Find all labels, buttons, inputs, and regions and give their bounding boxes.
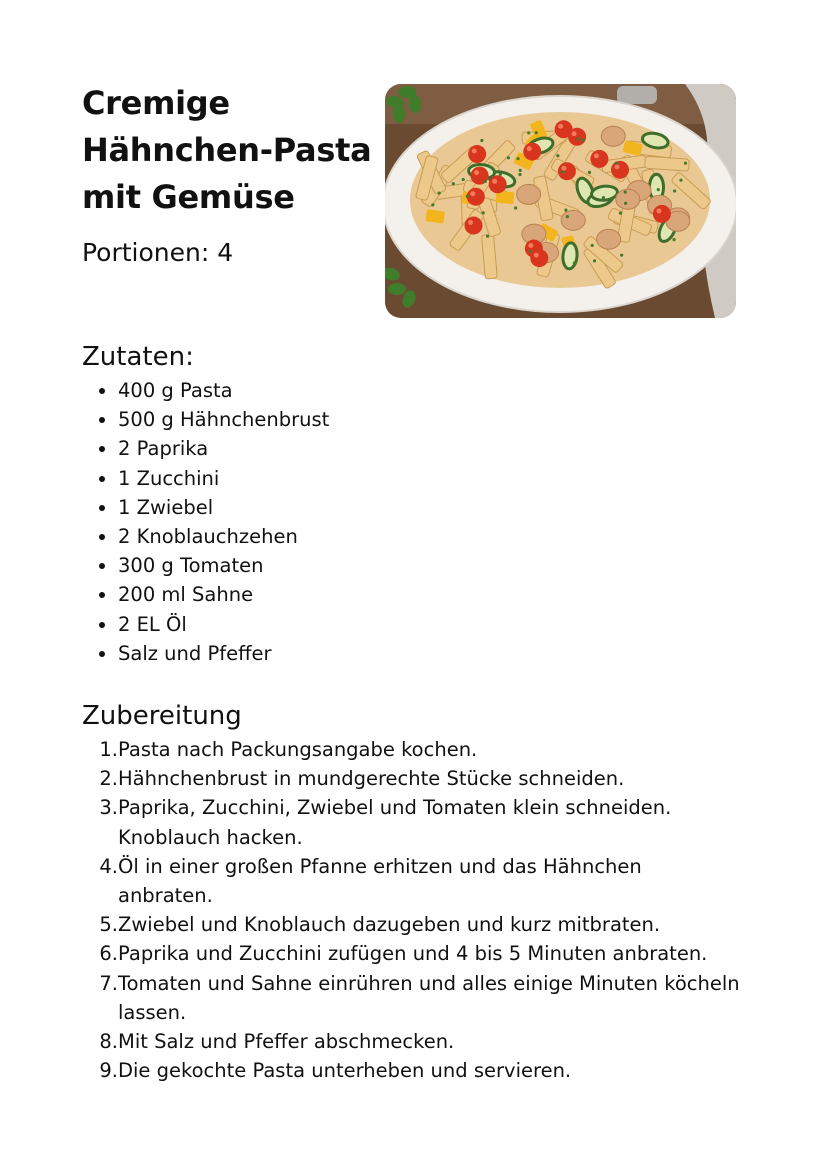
step-text: Mit Salz und Pfeffer abschmecken. <box>118 1030 455 1054</box>
tomato-highlight <box>561 166 566 171</box>
step-item <box>82 1056 742 1085</box>
parsley-fleck <box>535 131 538 134</box>
parsley-fleck <box>573 261 576 264</box>
parsley-fleck <box>480 139 483 142</box>
tomato-half <box>530 249 548 267</box>
parsley-fleck <box>615 162 618 165</box>
penne-piece <box>645 156 690 171</box>
preparation-heading: Zubereitung <box>82 701 242 731</box>
tomato-highlight <box>472 149 477 154</box>
tomato-half <box>653 205 671 223</box>
parsley-fleck <box>482 211 485 214</box>
step-number: 6. <box>99 942 118 966</box>
tomato-half <box>489 175 507 193</box>
chicken-piece <box>561 210 585 230</box>
tomato-highlight <box>558 124 563 129</box>
chicken-piece <box>616 189 640 209</box>
tomato-highlight <box>528 243 533 248</box>
parsley-fleck <box>484 180 487 183</box>
ingredients-list <box>82 376 742 668</box>
parsley-fleck <box>518 173 521 176</box>
zucchini-slice <box>562 242 578 269</box>
chicken-piece <box>597 229 621 249</box>
tomato-half <box>590 150 608 168</box>
step-number: 2. <box>99 767 118 791</box>
step-item <box>82 793 742 851</box>
ingredient-item: 1 Zwiebel <box>82 493 742 522</box>
parsley-fleck <box>624 190 627 193</box>
pepper-piece <box>425 209 444 223</box>
servings-text: Portionen: 4 <box>82 238 234 267</box>
step-item <box>82 1027 742 1056</box>
tomato-half <box>467 188 485 206</box>
step-item <box>82 939 742 968</box>
parsley-fleck <box>462 178 465 181</box>
step-item <box>82 910 742 939</box>
parsley-fleck <box>499 173 502 176</box>
tomato-half <box>611 161 629 179</box>
parsley-fleck <box>589 204 592 207</box>
parsley-fleck <box>684 162 687 165</box>
tomato-half <box>465 217 483 235</box>
parsley-fleck <box>591 244 594 247</box>
parsley-fleck <box>431 203 434 206</box>
tomato-half <box>568 128 586 146</box>
step-text: Die gekochte Pasta unterheben und servieren. <box>118 1059 572 1083</box>
pasta-dish-illustration <box>385 84 736 318</box>
step-text: Pasta nach Packungsangabe kochen. <box>118 738 478 761</box>
ingredient-item: 500 g Hähnchenbrust <box>82 405 742 434</box>
tomato-highlight <box>470 191 475 196</box>
ingredient-item: 400 g Pasta <box>82 376 742 405</box>
parsley-fleck <box>516 157 519 160</box>
ingredients-heading: Zutaten: <box>82 342 194 372</box>
parsley-fleck <box>466 195 469 198</box>
parsley-fleck <box>602 196 605 199</box>
ingredient-item: 300 g Tomaten <box>82 551 742 580</box>
step-number: 3. <box>99 796 118 820</box>
parsley-fleck <box>564 209 567 212</box>
parsley-fleck <box>672 238 675 241</box>
parsley-fleck <box>679 179 682 182</box>
parsley-fleck <box>507 156 510 159</box>
step-text: Hähnchenbrust in mundgerechte Stücke schneiden. <box>118 767 625 791</box>
parsley-fleck <box>673 189 676 192</box>
tomato-half <box>523 143 541 161</box>
parsley-fleck <box>438 191 441 194</box>
parsley-fleck <box>593 259 596 262</box>
step-text: Paprika, Zucchini, Zwiebel und Tomaten klein schneiden. Knoblauch hacken. <box>118 796 672 849</box>
step-number: 7. <box>99 971 118 995</box>
step-number: 5. <box>99 913 118 937</box>
parsley-fleck <box>561 170 564 173</box>
ingredient-item: 2 Knoblauchzehen <box>82 522 742 551</box>
step-item <box>82 852 742 910</box>
step-item <box>82 735 742 764</box>
parsley-fleck <box>581 138 584 141</box>
step-text: Tomaten und Sahne einrühren und alles einige Minuten köcheln lassen. <box>118 971 740 1024</box>
parsley-fleck <box>619 212 622 215</box>
tomato-highlight <box>468 220 473 225</box>
tomato-highlight <box>492 179 497 184</box>
step-text: Paprika und Zucchini zufügen und 4 bis 5 Minuten anbraten. <box>118 942 708 966</box>
step-number: 9. <box>99 1059 118 1083</box>
parsley-fleck <box>624 202 627 205</box>
ingredient-item: 2 Paprika <box>82 434 742 463</box>
step-number: 8. <box>99 1030 118 1054</box>
step-item <box>82 764 742 793</box>
ingredient-item: 2 EL Öl <box>82 610 742 639</box>
parsley-fleck <box>452 182 455 185</box>
step-number: 4. <box>99 854 118 878</box>
parsley-fleck <box>519 169 522 172</box>
parsley-fleck <box>486 235 489 238</box>
chicken-piece <box>517 184 541 204</box>
glass <box>617 86 657 104</box>
tomato-highlight <box>572 131 577 136</box>
parsley-fleck <box>527 131 530 134</box>
chicken-piece <box>601 126 625 146</box>
parsley-fleck <box>657 188 660 191</box>
ingredient-item: Salz und Pfeffer <box>82 639 742 668</box>
step-text: Öl in einer großen Pfanne erhitzen und das Hähnchen anbraten. <box>118 854 642 908</box>
step-text: Zwiebel und Knoblauch dazugeben und kurz mitbraten. <box>118 913 661 937</box>
tomato-highlight <box>594 153 599 158</box>
parsley-fleck <box>577 137 580 140</box>
parsley-fleck <box>556 154 559 157</box>
tomato-highlight <box>656 208 661 213</box>
tomato-half <box>558 162 576 180</box>
tomato-highlight <box>534 253 539 258</box>
parsley-fleck <box>588 171 591 174</box>
preparation-steps-list <box>82 735 742 1085</box>
parsley-fleck <box>514 206 517 209</box>
parsley-fleck <box>620 254 623 257</box>
step-item <box>82 969 742 1027</box>
ingredient-item: 200 ml Sahne <box>82 580 742 609</box>
parsley-fleck <box>566 215 569 218</box>
ingredient-item: 1 Zucchini <box>82 464 742 493</box>
recipe-title: Cremige Hähnchen-Pasta mit Gemüse <box>82 84 372 216</box>
step-number: 1. <box>99 738 118 761</box>
tomato-highlight <box>614 164 619 169</box>
tomato-half <box>468 145 486 163</box>
parsley-fleck <box>529 250 532 253</box>
pasta-dish-photo <box>385 84 736 318</box>
tomato-highlight <box>527 146 532 151</box>
tomato-highlight <box>474 170 479 175</box>
